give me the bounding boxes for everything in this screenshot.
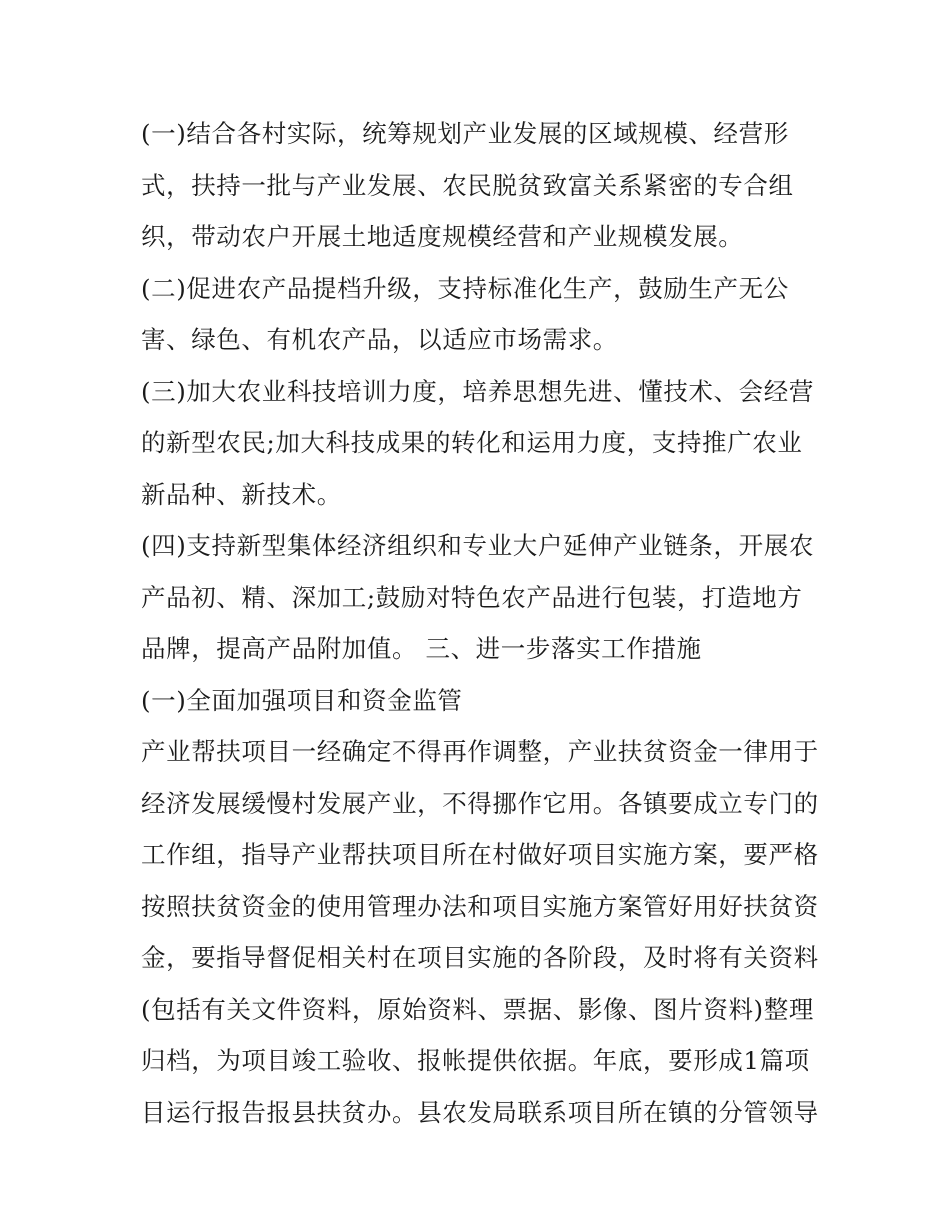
text-line: 产业帮扶项目一经确定不得再作调整，产业扶贫资金一律用于: [141, 737, 819, 766]
text-line: 的新型农民;加大科技成果的转化和运用力度，支持推广农业: [141, 428, 803, 457]
section-heading: (一)全面加强项目和资金监管: [141, 685, 463, 715]
text-line: (三)加大农业科技培训力度，培养思想先进、懂技术、会经营: [141, 376, 814, 406]
text-line: 新品种、新技术。: [141, 479, 342, 509]
text-line: 工作组，指导产业帮扶项目所在村做好项目实施方案，要严格: [141, 840, 819, 869]
text-line: (二)促进农产品提档升级，支持标准化生产，鼓励生产无公: [141, 273, 789, 303]
text-line: (包括有关文件资料，原始资料、票据、影像、图片资料)整理: [141, 994, 814, 1024]
document-body: [141, 108, 821, 1138]
text-line: (一)结合各村实际，统筹规划产业发展的区域规模、经营形: [141, 119, 789, 148]
text-line: 式，扶持一批与产业发展、农民脱贫致富关系紧密的专合组: [141, 170, 794, 200]
text-line: (四)支持新型集体经济组织和专业大户延伸产业链条，开展农: [141, 531, 814, 560]
text-line: 害、绿色、有机农产品，以适应市场需求。: [141, 325, 618, 354]
text-line: 织，带动农户开展土地适度规模经营和产业规模发展。: [141, 222, 744, 251]
text-line: 品牌，提高产品附加值。 三、进一步落实工作措施: [141, 634, 702, 663]
text-line: 经济发展缓慢村发展产业，不得挪作它用。各镇要成立专门的: [141, 788, 819, 818]
text-line: 产品初、精、深加工;鼓励对特色农产品进行包装，打造地方: [141, 582, 803, 612]
text-line: 归档，为项目竣工验收、报帐提供依据。年底，要形成1篇项: [141, 1046, 810, 1075]
text-line: 按照扶贫资金的使用管理办法和项目实施方案管好用好扶贫资: [141, 891, 819, 921]
text-line: 金，要指导督促相关村在项目实施的各阶段，及时将有关资料: [141, 943, 819, 972]
text-line: 目运行报告报县扶贫办。县农发局联系项目所在镇的分管领导: [141, 1097, 819, 1127]
